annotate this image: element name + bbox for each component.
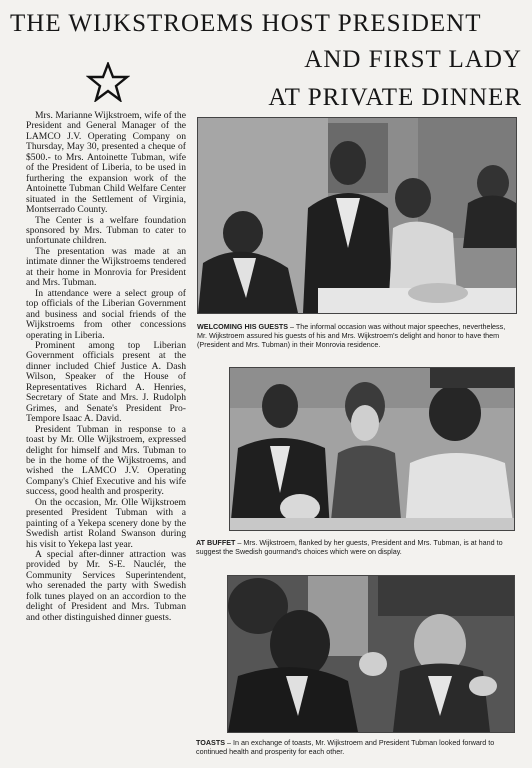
headline-line-3: AT PRIVATE DINNER xyxy=(268,84,522,111)
article-body xyxy=(26,111,186,759)
caption-photo-2 xyxy=(196,538,514,556)
article-paragraph: The Center is a welfare foundation sponsored by Mrs. Tubman to cater to unfortunate children. xyxy=(26,214,186,247)
headline-line-2: AND FIRST LADY xyxy=(304,46,522,73)
article-paragraph: Prominent among top Liberian Government officials present at the dinner included Chief Justice A. Dash Wilson, Speaker of the House of Representatives Richard A. Henries, Secretary of State and Mrs. J. Rudolph Grimes, and Senate's President Pro-Tempore Isaac A. David. xyxy=(26,339,186,425)
caption-photo-3 xyxy=(196,738,514,756)
photo-at-buffet xyxy=(229,367,515,531)
caption-text: – The informal occasion was without major speeches, nevertheless, Mr. Wijkstroem assured his guests of his and Mrs. Wijkstroem's delight and honor to have them (President and Mrs. Tubman) in their Monrovia residence. xyxy=(197,322,506,350)
headline-line-1: THE WIJKSTROEMS HOST PRESIDENT xyxy=(10,10,482,37)
caption-text: – In an exchange of toasts, Mr. Wijkstroem and President Tubman looked forward to continued health and prosperity for each other. xyxy=(196,738,495,757)
photo-toasts xyxy=(227,575,515,733)
photo-welcoming-guests xyxy=(197,117,517,314)
article-headline xyxy=(0,0,532,112)
star-icon xyxy=(86,62,130,102)
article-paragraph: In attendance were a select group of top officials of the Liberian Government and business and social friends of the Wijkstroems from other concessions operating in Liberia. xyxy=(26,287,186,341)
caption-lead: WELCOMING HIS GUESTS xyxy=(197,322,289,331)
caption-lead: AT BUFFET xyxy=(196,538,236,547)
article-paragraph: President Tubman in response to a toast by Mr. Olle Wijkstroem, expressed delight for himself and Mrs. Tubman to be in the home of the Wijkstroems, and wished the LAMCO J.V. Operating Company's Chief Executive and his wife success, good health and prosperity. xyxy=(26,423,186,498)
article-paragraph: On the occasion, Mr. Olle Wijkstroem presented President Tubman with a painting of a Yekepa scenery done by the Swedish artist Roland Swanson during his visit to Yekepa last year. xyxy=(26,496,186,550)
article-paragraph: The presentation was made at an intimate dinner the Wijkstroems tendered at their home in Monrovia for President and Mrs. Tubman. xyxy=(26,245,186,289)
article-paragraph: A special after-dinner attraction was provided by Mr. S-E. Nauclér, the Community Services Superintendent, who serenaded the party with Swedish folk tunes played on an accordion to the delight of President and Mrs. Tubman and other distinguished dinner guests. xyxy=(26,549,186,623)
caption-photo-1 xyxy=(197,322,515,350)
caption-lead: TOASTS xyxy=(196,738,226,747)
article-paragraph: Mrs. Marianne Wijkstroem, wife of the President and General Manager of the LAMCO J.V. Operating Company on Thursday, May 30, presented a cheque of $500.- to Mrs. Antoinette Tubman, wife of the President of Liberia, to be used in furthering the expansion work of the Antoinette Tubman Child Welfare Center situated in the Settlement of Virginia, Montserrado County. xyxy=(26,111,186,216)
caption-text: – Mrs. Wijkstroem, flanked by her guests, President and Mrs. Tubman, is at hand to suggest the Swedish gourmand's choices which were on display. xyxy=(196,538,503,557)
